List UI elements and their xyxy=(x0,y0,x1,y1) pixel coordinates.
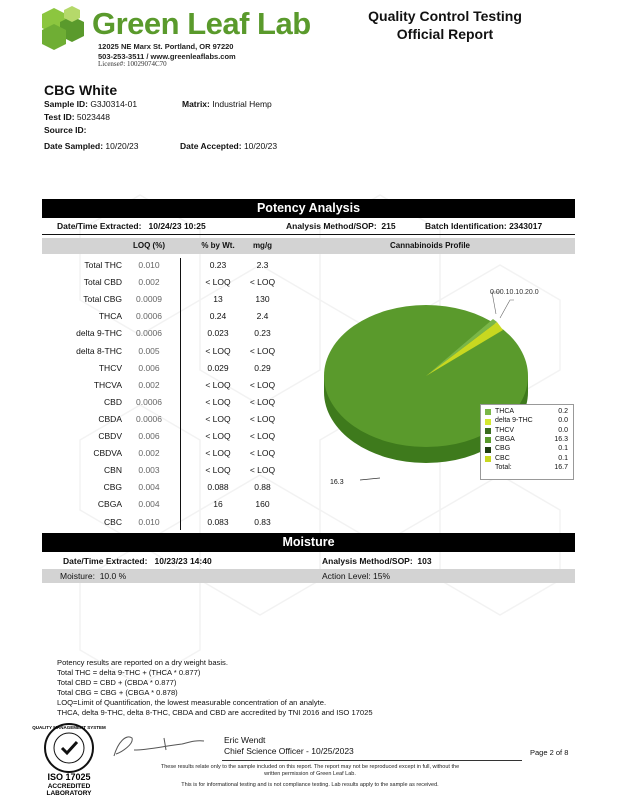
col-mgg: mg/g xyxy=(252,241,273,250)
analyte-loq: 0.004 xyxy=(138,482,160,493)
legend-swatch xyxy=(485,447,491,453)
analyte-loq: 0.0006 xyxy=(136,413,162,424)
legend-value: 16.3 xyxy=(554,435,568,443)
analyte-pct: < LOQ xyxy=(205,396,231,407)
note-line: Total CBG = CBG + (CBGA * 0.878) xyxy=(57,688,178,697)
analyte-name: THCVA xyxy=(93,379,122,390)
footer-line-1: These results relate only to the sample included on this report. The report may not be reproduced except in full, without the xyxy=(160,764,460,770)
analyte-mgg: < LOQ xyxy=(249,277,276,288)
legend-item xyxy=(485,436,571,445)
potency-divider xyxy=(42,234,575,235)
sample-name: CBG White xyxy=(44,82,118,98)
table-column-divider xyxy=(180,258,181,530)
moisture-title-bar: Moisture xyxy=(42,533,575,552)
analyte-mgg: 0.88 xyxy=(254,482,271,493)
col-pct: % by Wt. xyxy=(201,241,235,250)
analyte-name: CBDVA xyxy=(93,448,122,459)
signature-line xyxy=(222,760,522,761)
action-level: Action Level: 15% xyxy=(322,571,391,581)
analyte-pct: 0.23 xyxy=(209,260,227,270)
big-label-leader xyxy=(360,478,380,480)
date-accepted-row: Date Accepted: 10/20/23 xyxy=(180,141,278,151)
legend-swatch xyxy=(485,428,491,434)
analyte-loq: 0.003 xyxy=(138,465,160,476)
lab-name: Green Leaf Lab xyxy=(92,6,311,41)
analyte-mgg: < LOQ xyxy=(249,379,276,390)
badge-iso: ISO 17025 xyxy=(47,772,91,782)
analyte-mgg: 0.83 xyxy=(254,516,271,527)
legend-item xyxy=(485,455,571,464)
analyte-mgg: 2.3 xyxy=(256,260,269,270)
analyte-mgg: < LOQ xyxy=(249,431,276,441)
report-title-1: Quality Control Testing xyxy=(368,8,522,24)
badge-ring-text: QUALITY MANAGEMENT SYSTEM xyxy=(32,725,106,730)
badge-accredited: ACCREDITED xyxy=(47,783,91,790)
lab-license: License#: 10029074C70 xyxy=(98,60,167,68)
legend-value: 0.0 xyxy=(558,417,568,425)
test-id-row: Test ID: 5023448 xyxy=(44,112,111,122)
analyte-name: THCV xyxy=(98,362,122,373)
legend-label: CBG xyxy=(495,445,511,453)
analyte-name: CBDA xyxy=(98,413,122,424)
note-line: LOQ=Limit of Quantification, the lowest measurable concentration of an analyte. xyxy=(57,698,327,707)
legend-value: 0.0 xyxy=(558,426,568,434)
analyte-name: delta 8-THC xyxy=(76,345,122,356)
analyte-pct: < LOQ xyxy=(205,345,231,356)
legend-item xyxy=(485,427,571,436)
legend-total xyxy=(485,464,571,473)
analyte-loq: 0.0006 xyxy=(136,396,162,407)
analyte-mgg: 2.4 xyxy=(256,311,269,322)
analyte-mgg: < LOQ xyxy=(249,413,276,424)
iso-badge xyxy=(32,722,106,798)
analyte-mgg: 0.23 xyxy=(254,328,271,339)
footer-line-3: This is for informational testing and is not compliance testing. Lab results apply to the sample as received. xyxy=(181,782,439,788)
signature-image xyxy=(104,728,214,762)
legend-label: THCA xyxy=(495,408,515,415)
analyte-pct: 16 xyxy=(213,499,223,510)
lab-address: 12025 NE Marx St. Portland, OR 97220 xyxy=(98,42,234,51)
analyte-name: CBG xyxy=(103,482,122,493)
analyte-name: delta 9-THC xyxy=(76,328,122,339)
chart-legend xyxy=(480,404,574,480)
analyte-mgg: 160 xyxy=(255,499,270,510)
moisture-method: Analysis Method/SOP: 103 xyxy=(322,556,432,566)
col-loq: LOQ (%) xyxy=(133,241,165,250)
analyte-loq: 0.006 xyxy=(138,362,160,373)
analyte-pct: 0.24 xyxy=(209,311,227,322)
legend-total-value: 16.7 xyxy=(554,463,568,471)
analyte-mgg: 130 xyxy=(255,294,270,305)
analyte-loq: 0.006 xyxy=(138,431,160,441)
analyte-name: CBN xyxy=(104,465,122,476)
analyte-name: CBC xyxy=(104,516,122,527)
lab-contact: 503-253-3511 / www.greenleaflabs.com xyxy=(98,52,236,61)
moisture-extracted: Date/Time Extracted: 10/23/23 14:40 xyxy=(63,556,212,566)
analyte-name: Total CBG xyxy=(83,294,122,305)
leader-line-2 xyxy=(500,300,514,318)
analyte-loq: 0.002 xyxy=(138,448,160,459)
legend-label: delta 9-THC xyxy=(495,417,533,425)
note-line: THCA, delta 9-THC, delta 8-THC, CBDA and CBD are accredited by TNI 2016 and ISO 17025 xyxy=(57,708,373,717)
analyte-name: CBD xyxy=(104,396,122,407)
sample-id-row: Sample ID: G3J0314-01 xyxy=(44,99,138,109)
legend-item xyxy=(485,417,571,426)
analyte-loq: 0.010 xyxy=(138,260,160,270)
potency-title-bar: Potency Analysis xyxy=(42,199,575,218)
legend-label: THCV xyxy=(495,426,515,434)
analyte-pct: < LOQ xyxy=(205,379,231,390)
analyte-loq: 0.002 xyxy=(138,379,160,390)
analyte-name: THCA xyxy=(98,311,122,322)
potency-method: Analysis Method/SOP: 215 xyxy=(286,221,396,231)
analyte-loq: 0.005 xyxy=(138,345,160,356)
analyte-loq: 0.0006 xyxy=(136,311,162,322)
potency-extracted: Date/Time Extracted: 10/24/23 10:25 xyxy=(57,221,206,231)
legend-swatch xyxy=(485,409,491,415)
badge-laboratory: LABORATORY xyxy=(46,790,92,797)
signer-name: Eric Wendt xyxy=(224,735,266,745)
analyte-loq: 0.0009 xyxy=(136,294,162,305)
note-line: Potency results are reported on a dry weight basis. xyxy=(57,658,228,667)
big-slice-label: 16.3 xyxy=(330,479,344,486)
profile-title: Cannabinoids Profile xyxy=(389,241,470,250)
report-title-2: Official Report xyxy=(396,26,494,42)
legend-label: CBGA xyxy=(495,435,515,443)
page-number: Page 2 of 8 xyxy=(530,748,569,757)
analyte-mgg: < LOQ xyxy=(249,345,276,356)
analyte-pct: < LOQ xyxy=(205,448,231,459)
analyte-pct: 0.088 xyxy=(207,482,229,493)
potency-batch: Batch Identification: 2343017 xyxy=(425,221,543,231)
analyte-pct: < LOQ xyxy=(205,431,231,441)
legend-total-label: Total: xyxy=(495,463,512,471)
analyte-name: CBDV xyxy=(98,431,122,441)
analyte-pct: 13 xyxy=(213,294,223,305)
slice-labels: 0.00.10.10.20.0 xyxy=(490,289,539,296)
moisture-value: Moisture: 10.0 % xyxy=(60,571,127,581)
legend-item xyxy=(485,408,571,417)
analyte-name: Total CBD xyxy=(83,277,122,288)
source-id-row: Source ID: xyxy=(44,125,87,135)
legend-value: 0.1 xyxy=(558,454,568,462)
analyte-name: CBGA xyxy=(97,499,122,510)
signer-title: Chief Science Officer - 10/25/2023 xyxy=(224,746,354,756)
footer-line-2: written permission of Green Leaf Lab. xyxy=(264,771,356,777)
legend-value: 0.2 xyxy=(558,408,568,415)
analyte-name: Total THC xyxy=(84,260,122,270)
analyte-mgg: < LOQ xyxy=(249,465,276,476)
analyte-mgg: 0.29 xyxy=(254,362,271,373)
analyte-loq: 0.010 xyxy=(138,516,160,527)
note-line: Total THC = delta 9-THC + (THCA * 0.877) xyxy=(57,668,201,677)
legend-label: CBC xyxy=(495,454,510,462)
legend-swatch xyxy=(485,437,491,443)
analyte-mgg: < LOQ xyxy=(249,448,276,459)
legend-swatch xyxy=(485,456,491,462)
green-leaf-logo xyxy=(42,6,90,50)
analyte-pct: 0.023 xyxy=(207,328,229,339)
legend-swatch xyxy=(485,419,491,425)
analyte-mgg: < LOQ xyxy=(249,396,276,407)
analyte-pct: 0.029 xyxy=(207,362,229,373)
date-sampled-row: Date Sampled: 10/20/23 xyxy=(44,141,139,151)
analyte-pct: < LOQ xyxy=(205,277,231,288)
matrix-row: Matrix: Industrial Hemp xyxy=(182,99,272,109)
analyte-loq: 0.004 xyxy=(138,499,160,510)
note-line: Total CBD = CBD + (CBDA * 0.877) xyxy=(57,678,177,687)
legend-item xyxy=(485,445,571,454)
analyte-pct: < LOQ xyxy=(205,465,231,476)
analyte-loq: 0.002 xyxy=(138,277,160,288)
analyte-loq: 0.0006 xyxy=(136,328,162,339)
analyte-pct: 0.083 xyxy=(207,516,229,527)
legend-value: 0.1 xyxy=(558,445,568,453)
analyte-pct: < LOQ xyxy=(205,413,231,424)
